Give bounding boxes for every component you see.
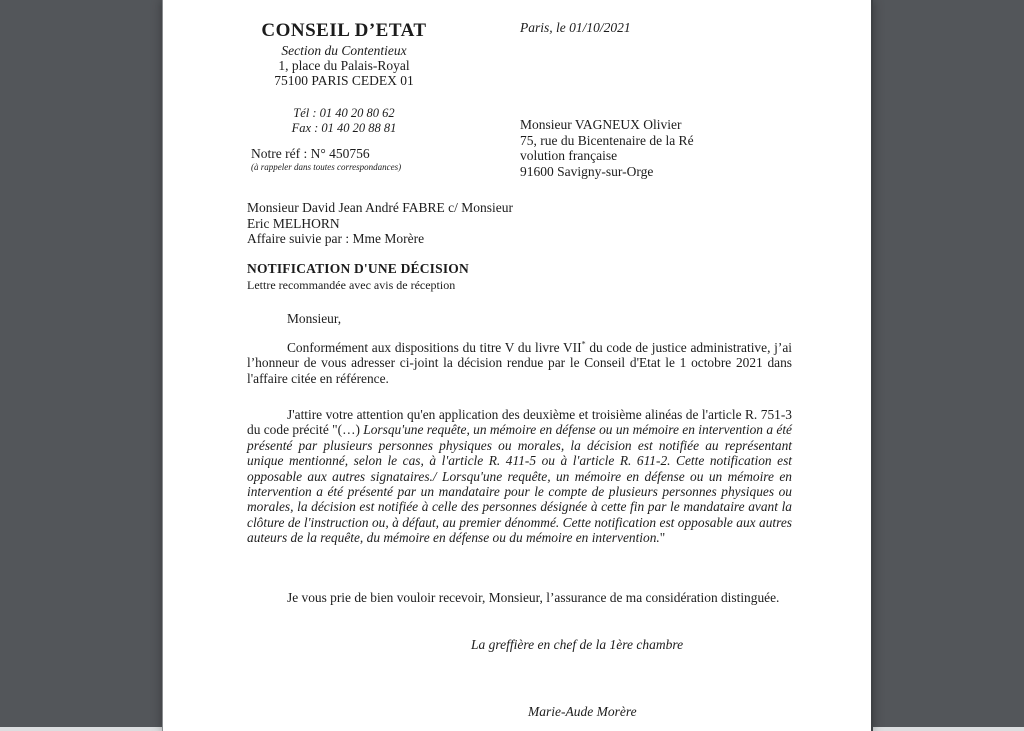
recipient-line: volution française [520,148,618,163]
footnote-mark: * [581,339,586,349]
case-parties-line2: Eric MELHORN [247,215,340,231]
date-line: Paris, le 01/10/2021 [520,20,631,35]
paragraph-2 [247,407,792,546]
letterhead [163,19,525,88]
case-block [247,200,513,247]
window-bottom-edge-right [873,727,1024,731]
org-tel: Tél : 01 40 20 80 62 [293,106,395,120]
window-bottom-edge-left [0,727,162,731]
org-name: CONSEIL D’ETAT [261,20,427,41]
signature-name: Marie-Aude Morère [528,704,637,719]
signature-title: La greffière en chef de la 1ère chambre [471,637,684,652]
quoted-article-text: Lorsqu'une requête, un mémoire en défense ou un mémoire en intervention a été présenté par plusieurs personnes physiques ou morales, la décision est notifiée au représentant unique mentionné, selon le cas, à l'article R. 411-5 ou à l'article R. 611-2. Cette notification est opposable aux autres signataires./ Lorsqu'une requête, un mémoire en défense ou un mémoire en intervention a été présenté par un mandataire pour le compte de plusieurs personnes physiques ou morales, la décision est notifiée à celle des personnes désignée à cette fin par le mandataire avant la clôture de l'instruction ou, à défaut, au premier dénommé. Cette notification est opposable aux autres auteurs de la requête, du mémoire en défense ou du mémoire en intervention. [247,422,792,546]
case-handler: Affaire suivie par : Mme Morère [247,231,425,246]
paragraph-1-text-continued: du code de justice administrative, j’ai l’honneur de vous adresser ci-joint la décision rendue par le Conseil d'Etat le 1 octobre 2021 dans l'affaire citée en référence. [247,340,792,386]
document-page [162,0,873,731]
paragraph-2-intro: J'attire votre attention qu'en application des deuxième et troisième alinéas de l'article R. 751-3 du code précité "(…) [247,407,792,438]
org-fax: Fax : 01 40 20 88 81 [291,120,397,135]
paragraph-2-closing-quote: " [659,530,666,546]
org-section: Section du Contentieux [281,43,407,58]
paragraph-1-text: Conformément aux dispositions du titre V du livre VII [287,340,582,355]
subject-subtitle: Lettre recommandée avec avis de réception [247,278,456,292]
paragraph-1 [247,340,792,386]
case-parties-line1: Monsieur David Jean André FABRE c/ Monsieur [247,200,513,215]
org-address-line1: 1, place du Palais-Royal [278,58,410,73]
salutation: Monsieur, [287,311,342,326]
recipient-line: Monsieur VAGNEUX Olivier [520,117,682,132]
subject-title: NOTIFICATION D'UNE DÉCISION [247,261,469,276]
reference-note: (à rappeler dans toutes correspondances) [251,162,402,172]
org-address-line2: 75100 PARIS CEDEX 01 [274,73,414,88]
reference-block [251,146,401,172]
recipient-address [520,117,694,179]
reference-number: Notre réf : N° 450756 [251,146,370,161]
letterhead-phone-block [163,106,525,135]
closing-paragraph: Je vous prie de bien vouloir recevoir, Monsieur, l’assurance de ma considération distinguée. [287,590,780,605]
recipient-line: 75, rue du Bicentenaire de la Ré [520,132,694,148]
recipient-line: 91600 Savigny-sur-Orge [520,163,654,179]
